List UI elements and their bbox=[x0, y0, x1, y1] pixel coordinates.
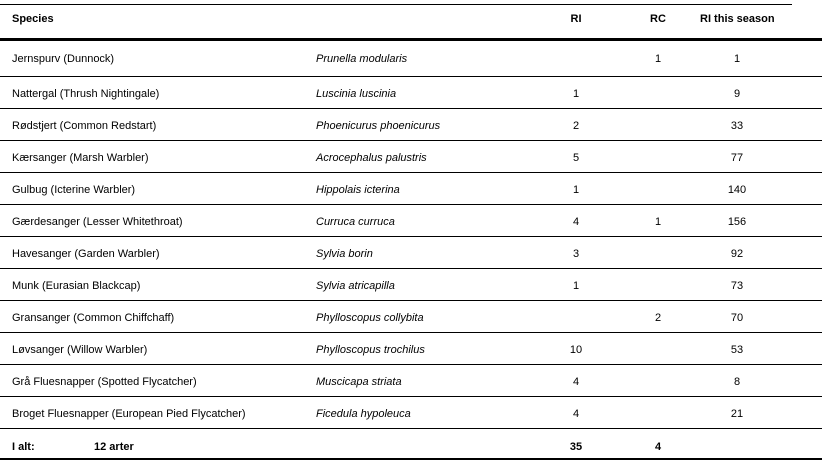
species-ri: 1 bbox=[572, 184, 580, 196]
table-row bbox=[0, 365, 822, 397]
species-ri-this-season: 9 bbox=[733, 88, 741, 100]
total-species-count: 12 arter bbox=[94, 441, 134, 453]
species-common-name: Nattergal (Thrush Nightingale) bbox=[12, 88, 160, 100]
species-latin-name: Hippolais icterina bbox=[316, 184, 400, 196]
species-common-name: Havesanger (Garden Warbler) bbox=[12, 248, 160, 260]
species-latin-name: Muscicapa striata bbox=[316, 376, 402, 388]
species-ri-this-season: 77 bbox=[730, 152, 744, 164]
table-row bbox=[0, 301, 822, 333]
total-label: I alt: bbox=[12, 441, 35, 453]
species-ri: 2 bbox=[572, 120, 580, 132]
header-ri: RI bbox=[570, 13, 582, 25]
species-latin-name: Phylloscopus collybita bbox=[316, 312, 424, 324]
species-rc: 1 bbox=[654, 216, 662, 228]
table-row bbox=[0, 237, 822, 269]
species-ri-this-season: 33 bbox=[730, 120, 744, 132]
header-species: Species bbox=[12, 13, 54, 25]
species-ri: 1 bbox=[572, 280, 580, 292]
table-row bbox=[0, 141, 822, 173]
header-rule bbox=[0, 38, 822, 41]
total-rc: 4 bbox=[654, 441, 662, 453]
species-latin-name: Phylloscopus trochilus bbox=[316, 344, 425, 356]
total-row bbox=[0, 430, 822, 460]
species-ri: 4 bbox=[572, 376, 580, 388]
species-latin-name: Prunella modularis bbox=[316, 53, 408, 65]
table-row bbox=[0, 269, 822, 301]
species-ri: 4 bbox=[572, 216, 580, 228]
species-latin-name: Ficedula hypoleuca bbox=[316, 408, 411, 420]
species-common-name: Munk (Eurasian Blackcap) bbox=[12, 280, 141, 292]
table-row bbox=[0, 173, 822, 205]
species-latin-name: Curruca curruca bbox=[316, 216, 395, 228]
table-row bbox=[0, 333, 822, 365]
species-ri-this-season: 92 bbox=[730, 248, 744, 260]
species-common-name: Jernspurv (Dunnock) bbox=[12, 53, 115, 65]
header-ri-this-season: RI this season bbox=[700, 13, 775, 25]
species-rc: 2 bbox=[654, 312, 662, 324]
species-common-name: Grå Fluesnapper (Spotted Flycatcher) bbox=[12, 376, 197, 388]
species-ri-this-season: 53 bbox=[730, 344, 744, 356]
species-ri: 3 bbox=[572, 248, 580, 260]
species-ri-this-season: 21 bbox=[730, 408, 744, 420]
species-latin-name: Luscinia luscinia bbox=[316, 88, 397, 100]
species-rc: 1 bbox=[654, 53, 662, 65]
species-latin-name: Sylvia atricapilla bbox=[316, 280, 395, 292]
species-common-name: Kærsanger (Marsh Warbler) bbox=[12, 152, 149, 164]
species-common-name: Løvsanger (Willow Warbler) bbox=[12, 344, 148, 356]
table-row bbox=[0, 397, 822, 429]
species-ri-this-season: 73 bbox=[730, 280, 744, 292]
table-body bbox=[0, 42, 822, 429]
species-ri: 4 bbox=[572, 408, 580, 420]
species-common-name: Gærdesanger (Lesser Whitethroat) bbox=[12, 216, 183, 228]
total-ri: 35 bbox=[569, 441, 583, 453]
species-common-name: Gransanger (Common Chiffchaff) bbox=[12, 312, 175, 324]
species-latin-name: Sylvia borin bbox=[316, 248, 373, 260]
table-row bbox=[0, 205, 822, 237]
species-latin-name: Phoenicurus phoenicurus bbox=[316, 120, 441, 132]
species-common-name: Gulbug (Icterine Warbler) bbox=[12, 184, 136, 196]
species-ri-this-season: 8 bbox=[733, 376, 741, 388]
species-ri: 5 bbox=[572, 152, 580, 164]
table-header bbox=[0, 0, 822, 38]
table-row bbox=[0, 42, 822, 77]
table-row bbox=[0, 77, 822, 109]
species-ri-this-season: 70 bbox=[730, 312, 744, 324]
species-ri-this-season: 1 bbox=[733, 53, 741, 65]
header-rc: RC bbox=[650, 13, 666, 25]
species-common-name: Rødstjert (Common Redstart) bbox=[12, 120, 157, 132]
species-ri-this-season: 156 bbox=[727, 216, 747, 228]
species-latin-name: Acrocephalus palustris bbox=[316, 152, 427, 164]
species-ri: 1 bbox=[572, 88, 580, 100]
species-ri: 10 bbox=[569, 344, 583, 356]
species-ri-this-season: 140 bbox=[727, 184, 747, 196]
table-row bbox=[0, 109, 822, 141]
species-common-name: Broget Fluesnapper (European Pied Flycatcher) bbox=[12, 408, 246, 420]
